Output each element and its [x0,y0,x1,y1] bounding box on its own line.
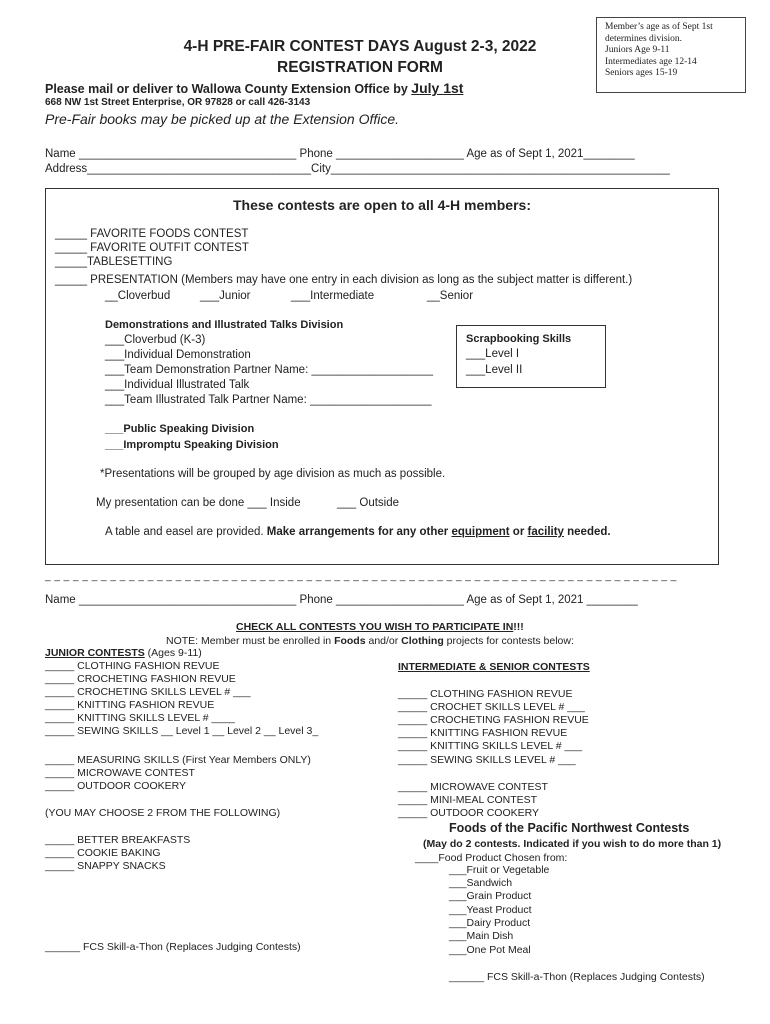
pnw-product-chosen[interactable]: ____Food Product Chosen from: [415,852,568,864]
junior-contest[interactable]: _____ CROCHETING SKILLS LEVEL # ___ [45,686,251,698]
division-senior[interactable]: __Senior [427,290,474,302]
pnw-product-item[interactable]: ___Dairy Product [449,917,531,929]
favorite-outfit-entry[interactable]: _____ FAVORITE OUTFIT CONTEST [55,242,249,254]
check-all-heading [236,621,524,633]
age-division-box [596,17,746,93]
impromptu-entry[interactable]: ___Impromptu Speaking Division [105,439,279,451]
public-speaking-entry[interactable]: ___Public Speaking Division [105,423,255,435]
demo-item[interactable]: ___Team Illustrated Talk Partner Name: ___________________ [105,394,432,406]
note-text: and/or [365,635,402,647]
int-senior-contest[interactable]: _____ KNITTING SKILLS LEVEL # ___ [398,740,583,752]
presentation-entry[interactable]: _____ PRESENTATION (Members may have one entry in each division as long as the subject matter is different.) [55,274,633,286]
name-phone-age-line-2[interactable]: Name __________________________________ Phone ____________________ Age as of Sept 1, 2021 ________ [45,594,638,606]
arr-or: or [509,526,528,538]
int-senior-contest[interactable]: _____ CLOTHING FASHION REVUE [398,688,573,700]
age-box-line: Seniors ages 15-19 [605,68,678,78]
enrollment-note [166,635,574,647]
division-cloverbud[interactable]: __Cloverbud [105,290,171,302]
division-intermediate[interactable]: ___Intermediate [291,290,375,302]
junior-contest[interactable]: _____ COOKIE BAKING [45,847,161,859]
division-junior[interactable]: ___Junior [200,290,251,302]
int-senior-contest[interactable]: _____ CROCHETING FASHION REVUE [398,714,589,726]
mail-instructions [45,80,463,96]
form-title-line1: 4-H PRE-FAIR CONTEST DAYS August 2-3, 2022 [183,38,537,55]
presentation-outside[interactable]: ___ Outside [337,497,400,509]
pnw-product-item[interactable]: ___Yeast Product [449,904,532,916]
mail-prefix: Please mail or deliver to Wallowa County Extension Office by [45,82,412,96]
scrapbooking-level-1[interactable]: ___Level I [466,348,520,360]
junior-contest[interactable]: _____ CROCHETING FASHION REVUE [45,673,236,685]
arr-end: needed. [563,526,611,538]
form-title-line2: REGISTRATION FORM [277,59,443,76]
scrapbooking-level-2[interactable]: ___Level II [466,364,523,376]
junior-contest[interactable]: _____ SNAPPY SNACKS [45,860,166,872]
int-senior-skillathon[interactable]: ______ FCS Skill-a-Thon (Replaces Judging Contests) [449,971,705,983]
check-all-text: CHECK ALL CONTESTS YOU WISH TO PARTICIPATE IN [236,621,514,633]
pnw-product-item[interactable]: ___Grain Product [449,890,532,902]
cut-line: _ _ _ _ _ _ _ _ _ _ _ _ _ _ _ _ _ _ _ _ _ _ _ _ _ _ _ _ _ _ _ _ _ _ _ _ _ _ _ _ _ _ _ _ _ _ _ _ _ _ _ _ _ _ _ _ _ _ _ _ _ _ _ _ _ _ _ _ [45,571,677,582]
choose-two-note: (YOU MAY CHOOSE 2 FROM THE FOLLOWING) [45,807,281,819]
demo-heading: Demonstrations and Illustrated Talks Division [105,319,344,331]
junior-contest[interactable]: _____ KNITTING SKILLS LEVEL # ____ [45,712,235,724]
note-text: NOTE: Member must be enrolled in [166,635,335,647]
demo-item[interactable]: ___Individual Demonstration [105,349,251,361]
arr-text: Make arrangements for any other [266,526,452,538]
pnw-product-item[interactable]: ___One Pot Meal [449,944,531,956]
books-note: Pre-Fair books may be picked up at the Extension Office. [45,111,400,127]
junior-contest[interactable]: _____ BETTER BREAKFASTS [45,834,191,846]
junior-skillathon[interactable]: ______ FCS Skill-a-Thon (Replaces Judging Contests) [45,941,301,953]
arr-equipment: equipment [451,526,510,538]
scrapbooking-heading: Scrapbooking Skills [466,333,572,345]
int-senior-heading: INTERMEDIATE & SENIOR CONTESTS [398,661,590,673]
junior-contest[interactable]: _____ CLOTHING FASHION REVUE [45,660,220,672]
junior-heading [45,647,202,659]
junior-contest[interactable]: _____ MEASURING SKILLS (First Year Members ONLY) [45,754,311,766]
age-box-line: Member’s age as of Sept 1st [605,22,713,32]
junior-title: JUNIOR CONTESTS [45,647,145,659]
int-senior-contest[interactable]: _____ MICROWAVE CONTEST [398,781,548,793]
junior-ages: (Ages 9-11) [144,647,202,659]
name-phone-age-line[interactable]: Name __________________________________ Phone ____________________ Age as of Sept 1, 2021________ [45,148,635,160]
age-box-line: Juniors Age 9-11 [605,45,670,55]
junior-contest[interactable]: _____ SEWING SKILLS __ Level 1 __ Level 2 __ Level 3_ [45,725,319,737]
pnw-product-item[interactable]: ___Fruit or Vegetable [449,864,550,876]
mail-deadline: July 1st [411,80,464,96]
table-text: A table and easel are provided. [105,526,267,538]
age-box-line: determines division. [605,33,683,44]
junior-contest[interactable]: _____ OUTDOOR COOKERY [45,780,187,792]
int-senior-contest[interactable]: _____ CROCHET SKILLS LEVEL # ___ [398,701,585,713]
arr-facility: facility [527,526,564,538]
pnw-product-item[interactable]: ___Main Dish [449,930,514,942]
arrangements-note [105,526,611,538]
tablesetting-entry[interactable]: _____TABLESETTING [55,256,173,268]
pnw-product-item[interactable]: ___Sandwich [449,877,513,889]
open-contests-heading: These contests are open to all 4-H members: [233,197,531,213]
int-senior-contest[interactable]: _____ KNITTING FASHION REVUE [398,727,568,739]
junior-contest[interactable]: _____ KNITTING FASHION REVUE [45,699,215,711]
presentation-inside[interactable]: My presentation can be done ___ Inside [96,497,301,509]
age-box-line: Intermediates age 12-14 [605,56,697,67]
note-text: projects for contests below: [443,635,574,647]
int-senior-contest[interactable]: _____ MINI-MEAL CONTEST [398,794,538,806]
check-all-bangs: !!! [513,621,524,633]
junior-contest[interactable]: _____ MICROWAVE CONTEST [45,767,195,779]
int-senior-contest[interactable]: _____ OUTDOOR COOKERY [398,807,540,819]
int-senior-contest[interactable]: _____ SEWING SKILLS LEVEL # ___ [398,754,576,766]
favorite-foods-entry[interactable]: _____ FAVORITE FOODS CONTEST [55,228,249,240]
demo-item[interactable]: ___Team Demonstration Partner Name: ___________________ [105,364,433,376]
address-city-line[interactable]: Address___________________________________City_____________________________________________________ [45,163,670,175]
grouped-note: *Presentations will be grouped by age division as much as possible. [100,468,446,480]
note-foods: Foods [334,635,366,647]
demo-item[interactable]: ___Cloverbud (K-3) [105,334,206,346]
note-clothing: Clothing [401,635,444,647]
demo-item[interactable]: ___Individual Illustrated Talk [105,379,250,391]
pnw-subheading: (May do 2 contests. Indicated if you wish to do more than 1) [423,838,722,850]
pnw-heading: Foods of the Pacific Northwest Contests [449,821,690,835]
office-address: 668 NW 1st Street Enterprise, OR 97828 or call 426-3143 [45,97,311,108]
